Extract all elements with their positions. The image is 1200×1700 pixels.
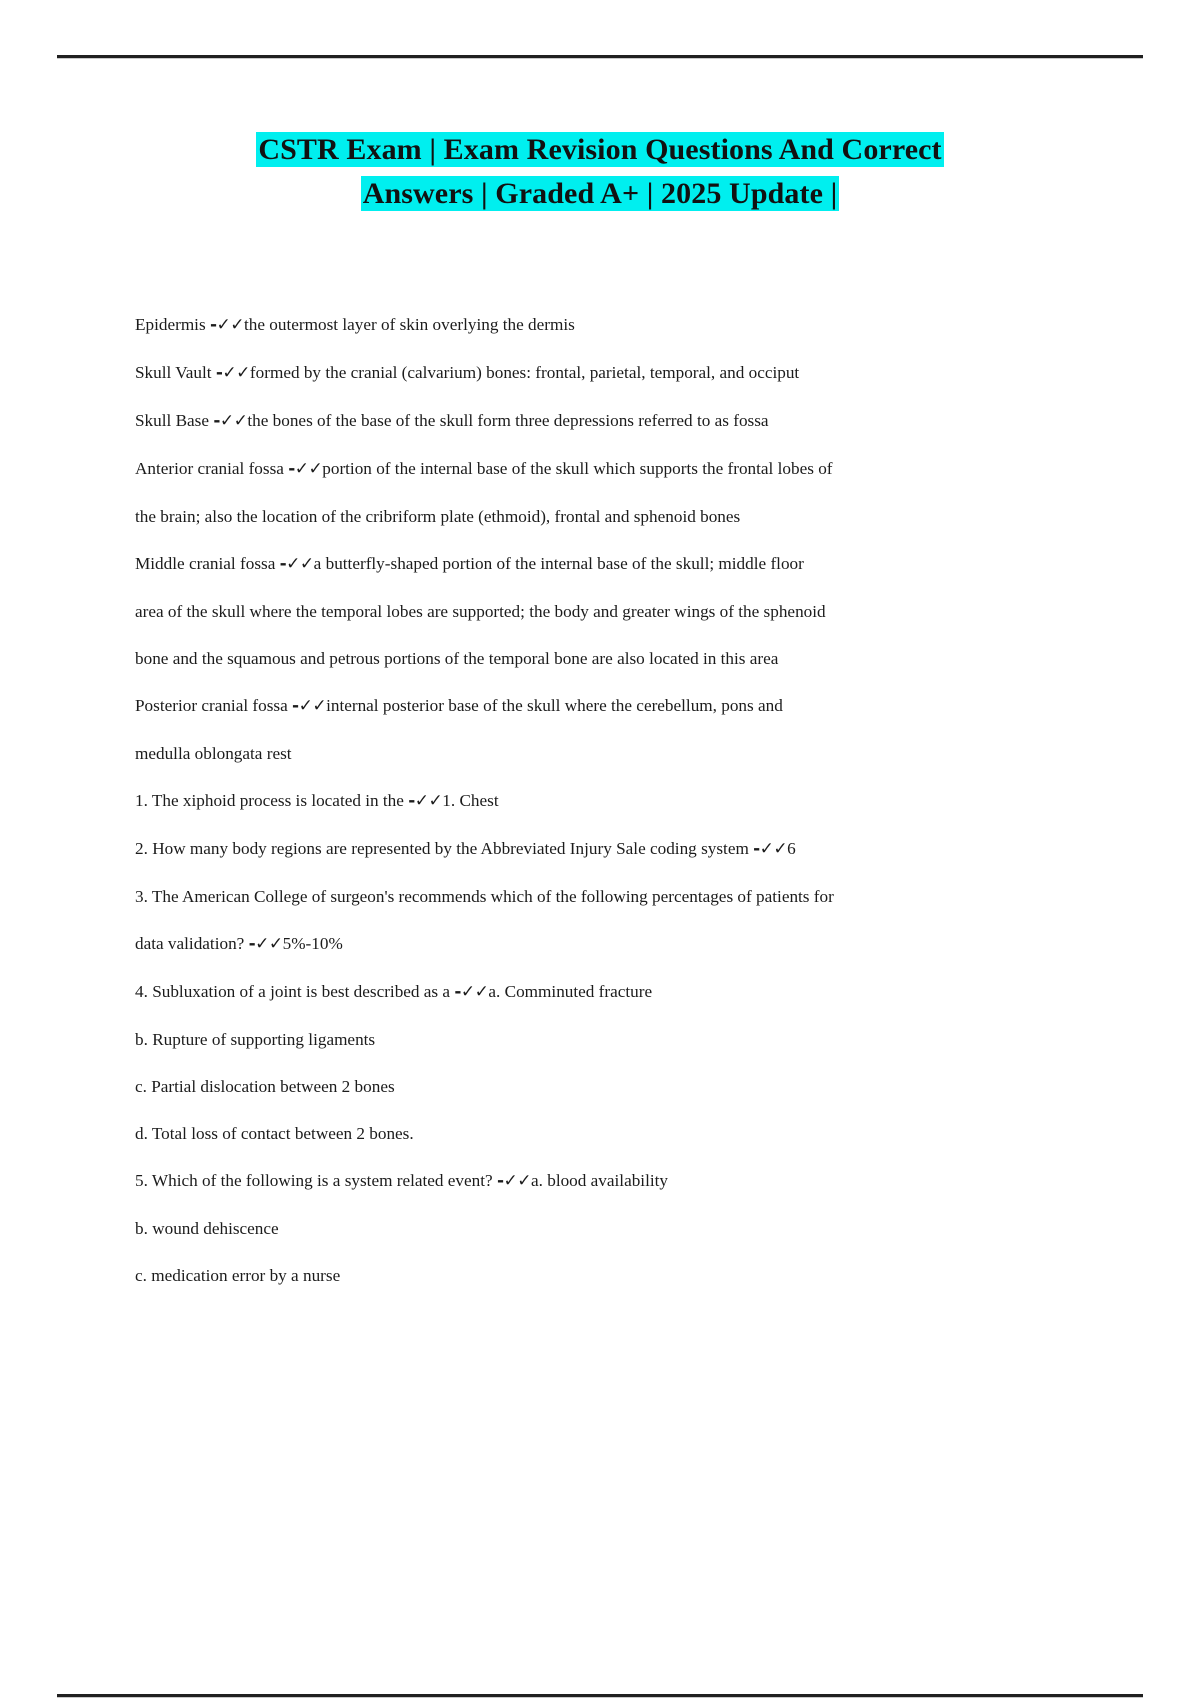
term-label: Middle cranial fossa <box>135 554 280 573</box>
definition-middle-cranial-fossa <box>135 551 1007 577</box>
definition-posterior-cranial-fossa <box>135 693 1007 719</box>
answer-text: portion of the internal base of the skull which supports the frontal lobes of <box>322 459 833 478</box>
answer-marker-icon: -✓✓ <box>279 554 314 574</box>
answer-text: the outermost layer of skin overlying the dermis <box>244 315 575 334</box>
answer-text: the bones of the base of the skull form three depressions referred to as fossa <box>247 411 769 430</box>
definition-skull-base <box>135 408 1007 434</box>
answer-text: 1. Chest <box>442 791 499 810</box>
answer-text: 6 <box>787 839 796 858</box>
answer-marker-icon: -✓✓ <box>215 363 250 383</box>
answer-text: internal posterior base of the skull where the cerebellum, pons and <box>326 696 783 715</box>
question-2 <box>135 836 1007 862</box>
term-label: Epidermis <box>135 315 210 334</box>
answer-marker-icon: -✓✓ <box>292 696 327 716</box>
question-3: 3. The American College of surgeon's recommends which of the following percentages of patients for <box>135 887 834 906</box>
document-body <box>135 312 1007 1310</box>
definition-epidermis <box>135 312 1007 338</box>
question-5-option-c: c. medication error by a nurse <box>135 1266 341 1285</box>
question-4 <box>135 979 1007 1005</box>
question-4-option-d: d. Total loss of contact between 2 bones. <box>135 1124 414 1143</box>
paragraph-medulla-oblongata: medulla oblongata rest <box>135 744 292 763</box>
page-bottom-rule <box>57 1694 1143 1697</box>
question-1 <box>135 788 1007 814</box>
question-4-option-b: b. Rupture of supporting ligaments <box>135 1030 376 1049</box>
paragraph-brain-cribriform: the brain; also the location of the cribriform plate (ethmoid), frontal and sphenoid bones <box>135 507 741 526</box>
answer-marker-icon: -✓✓ <box>288 459 323 479</box>
answer-text: a. Comminuted fracture <box>488 982 653 1001</box>
answer-text: a butterfly-shaped portion of the internal base of the skull; middle floor <box>313 554 804 573</box>
paragraph-temporal-lobes: area of the skull where the temporal lobes are supported; the body and greater wings of the sphenoid <box>135 602 826 621</box>
question-text: data validation? <box>135 934 249 953</box>
question-text: 1. The xiphoid process is located in the <box>135 791 409 810</box>
definition-anterior-cranial-fossa <box>135 456 1007 482</box>
answer-marker-icon: -✓✓ <box>753 839 788 859</box>
question-3-continued <box>135 931 1007 957</box>
answer-marker-icon: -✓✓ <box>209 315 244 335</box>
question-text: 5. Which of the following is a system related event? <box>135 1171 497 1190</box>
answer-marker-icon: -✓✓ <box>213 411 248 431</box>
term-label: Skull Vault <box>135 363 216 382</box>
question-5 <box>135 1168 1007 1194</box>
term-label: Anterior cranial fossa <box>135 459 289 478</box>
title-line-2: Answers | Graded A+ | 2025 Update | <box>362 177 838 210</box>
answer-text: a. blood availability <box>531 1171 668 1190</box>
term-label: Posterior cranial fossa <box>135 696 293 715</box>
term-label: Skull Base <box>135 411 214 430</box>
answer-text: formed by the cranial (calvarium) bones: frontal, parietal, temporal, and occiput <box>249 363 800 382</box>
definition-skull-vault <box>135 360 1007 386</box>
answer-marker-icon: -✓✓ <box>496 1171 531 1191</box>
title-line-1: CSTR Exam | Exam Revision Questions And Correct <box>258 133 942 166</box>
page-title <box>150 128 1050 216</box>
question-5-option-b: b. wound dehiscence <box>135 1219 279 1238</box>
answer-marker-icon: -✓✓ <box>408 791 443 811</box>
paragraph-squamous-petrous: bone and the squamous and petrous portions of the temporal bone are also located in this area <box>135 649 779 668</box>
answer-marker-icon: -✓✓ <box>248 934 283 954</box>
question-text: 2. How many body regions are represented by the Abbreviated Injury Sale coding system <box>135 839 754 858</box>
page-top-rule <box>57 55 1143 58</box>
question-text: 4. Subluxation of a joint is best described as a <box>135 982 455 1001</box>
answer-text: 5%-10% <box>282 934 343 953</box>
answer-marker-icon: -✓✓ <box>454 982 489 1002</box>
question-4-option-c: c. Partial dislocation between 2 bones <box>135 1077 395 1096</box>
